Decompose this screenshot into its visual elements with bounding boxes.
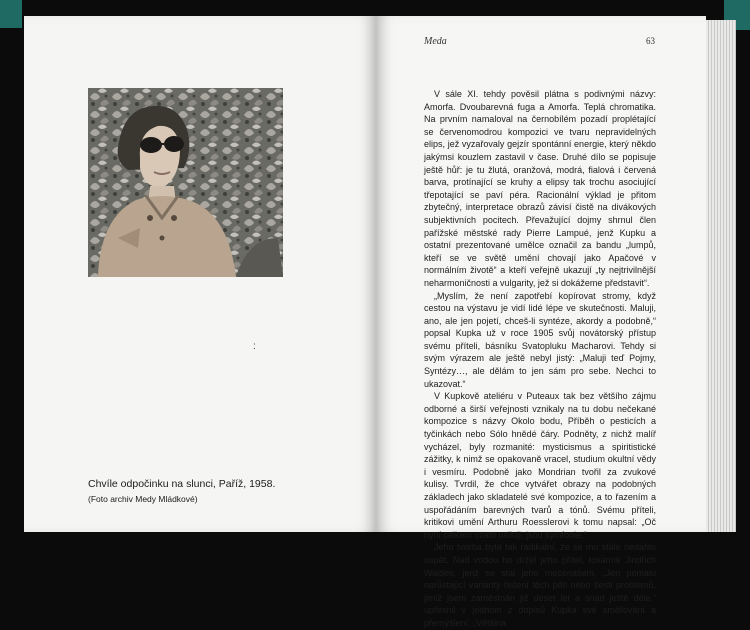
right-page [376, 16, 706, 628]
running-head: Meda [424, 36, 447, 47]
body-text [424, 88, 656, 630]
caption-credit: (Foto archiv Medy Mládkové) [88, 494, 198, 504]
portrait-photo [88, 88, 283, 277]
paragraph: „Myslím, že není zapotřebí kopírovat stromy, když cestou na výstavu je vidí lidé lépe ve skutečnosti. Maluji, ano, ale jen pojetí, chceš-li syntéze, akordy a podobně,“ popsal Kupka už v roce 1905 svůj novátorský přístup svému příteli, básníku Svatopluku Macharovi. Tehdy si svým výrazem ale ještě nebyl jistý: „Maluji teď Pojmy, Syntézy…, ale dělám to jen sám pro sebe. Nechci to ukazovat.“ [424, 290, 656, 389]
portrait-photo-icon [88, 88, 283, 277]
page-edges [706, 20, 736, 532]
caption-main: Chvíle odpočinku na slunci, Paříž, 1958. [88, 478, 276, 490]
left-page [24, 16, 376, 532]
paragraph: Jeho tvorba byla tak radikální, že se mu stále nedařilo uspět. Nad vodou ho držel jeho přítel, továrník Jindřich Waldes, jenž se stal jeho mecenášem. „Jen pomalu narůstající varianty řešení těch pěti nebo šesti problémů, jimiž jsem zaměstnán již deset let a snad ještě déle,“ upřesnil v jednom z dopisů Kupka své směřování a přemýšlení. „Většina [424, 542, 656, 628]
paragraph: V sále XI. tehdy pověsil plátna s podivnými názvy: Amorfa. Dvoubarevná fuga a Amorfa. Teplá chromatika. Na prvním namaloval na černobílém pozadí proplétající se červenomodrou kompozici ve tvaru nepravidelných elips, jež vyzařovaly gejzír spontánní energie, který někdo jakýmsi kouzlem zastavil v čase. Druhé dílo se popisuje ještě hůř: je tu žlutá, oranžová, modrá, fialová i červená barva, protínající se kruhy a elipsy tak trochu asociující třepotající se paví péra. Racionální výklad je přitom zbytečný, interpretace obrazů závisí čistě na divákových subjektivních pocitech. Převažující dojmy shrnul člen pařížské městské rady Pierre Lampué, jenž Kupku a ostatní prezentované umělce označil za bandu „lumpů, kteří se ve světě umění chovají jako Apačové v normálním životě“ a kteří veřejně ukazují „ty nejtrivilnější neharmoničnosti a vulgarity, jež si dokážeme představit“. [424, 89, 656, 288]
page-number: 63 [646, 36, 655, 46]
cover-edge-left [0, 0, 22, 28]
paragraph: V Kupkově ateliéru v Puteaux tak bez většího zájmu odborné a širší veřejnosti vznikaly na tu dobu nečekané kompozice s názvy Okolo bodu, Příběh o pesticích a tyčinkách nebo Sólo hnědé čáry. Podněty, z nichž malíř vycházel, byly rozmanité: mysticismus a spiritistické zážitky, k nimž se opakovaně vracel, studium okultní vědy i vesmíru. Podobně jako Mondrian tvořil za zvukové kulisy. Tvrdil, že chce vytvářet obrazy na podobných základech jako skladatelé své kompozice, a to řazením a uspořádáním barevných tvarů a tónů. Svému příteli, kritikovi umění Arthuru Roesslerovi k tomu napsal: „Oč nyní celkem vzato usiluji, jsou symfonie.“ [424, 391, 656, 540]
page-mark: : [253, 341, 256, 352]
photo-caption [88, 477, 328, 505]
